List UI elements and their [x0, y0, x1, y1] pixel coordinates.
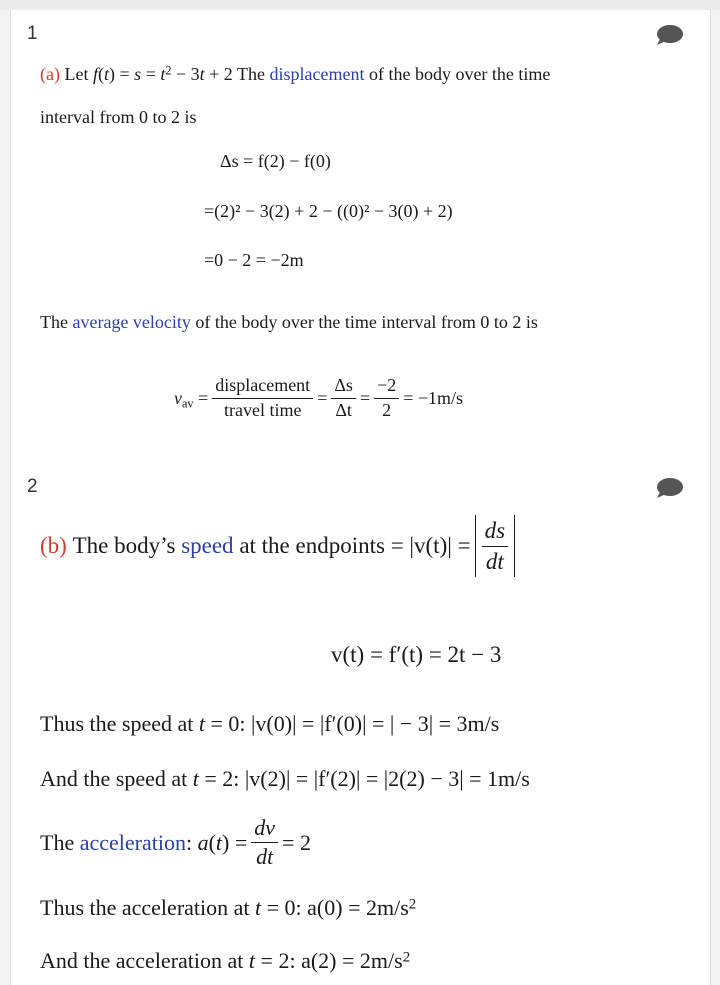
part-b-label: (b): [40, 533, 67, 558]
speed-at-2: And the speed at t = 2: |v(2)| = |f′(2)| = |2(2) − 3| = 1m/s: [40, 766, 530, 791]
part-a-label: (a): [40, 64, 60, 84]
acc2-text: And the acceleration at: [40, 948, 244, 973]
vav-symbol: $v_{av}$ =: [174, 387, 209, 411]
acc0-equation: a(0) = 2m/s: [307, 895, 409, 920]
interval-line: interval from 0 to 2 is: [40, 107, 197, 127]
speed-at-0: Thus the speed at t = 0: |v(0)| = |f′(0)| = | − 3| = 3m/s: [40, 711, 500, 736]
step-number: 2: [27, 476, 38, 497]
avg-velocity-line: [40, 312, 538, 333]
displacement-link[interactable]: displacement: [269, 64, 365, 84]
speed-pre: The body’s: [72, 533, 176, 558]
frac-numerator: displacement: [212, 376, 313, 399]
acc2-equation: a(2) = 2m/s: [301, 948, 403, 973]
expand-equation: =(2)² − 3(2) + 2 − ((0)² − 3(0) + 2): [204, 201, 453, 221]
disp-rest: of the body over the time: [368, 64, 551, 84]
step-number: 1: [27, 23, 38, 44]
average-velocity-link[interactable]: average velocity: [72, 312, 191, 332]
result-equation: =0 − 2 = −2m: [204, 250, 304, 270]
acc0-text: Thus the acceleration at: [40, 895, 250, 920]
avg-rest: of the body over the time interval from 0 to 2 is: [195, 312, 538, 332]
frac-numerator: −2: [374, 376, 399, 399]
function-def: $f(t) = s = t^2 - 3t + 2$: [92, 63, 233, 84]
acceleration-link[interactable]: acceleration: [79, 829, 186, 855]
comment-bubble-icon[interactable]: [656, 24, 684, 46]
speed0-text: Thus the speed at: [40, 711, 194, 736]
acceleration-line: The acceleration : a(t) = $\frac{dv}{dt}$ = 2: [40, 815, 311, 870]
speed0-equation: |v(0)| = |f′(0)| = | − 3| = 3m/s: [251, 711, 500, 736]
vav-frac-2: [331, 376, 356, 421]
dv-dt-frac: [251, 816, 278, 869]
abs-derivative: [475, 515, 515, 577]
vav-result: = −1m/s: [403, 387, 464, 408]
acc-at-2: And the acceleration at t = 2: $a(2) = 2m/s^2$: [40, 948, 411, 973]
vav-frac-1: [212, 376, 313, 421]
frac-denominator: travel time: [223, 399, 302, 420]
acc-result: = 2: [282, 829, 311, 855]
acc-at-0: Thus the acceleration at t = 0: $a(0) = 2m/s^2$: [40, 895, 417, 920]
velocity-equation: v(t) = f′(t) = 2t − 3: [331, 642, 502, 667]
frac-denominator: 2: [382, 399, 392, 420]
frac-denominator: dt: [485, 548, 504, 574]
frac-numerator: Δs: [331, 376, 356, 399]
speed2-text: And the speed at: [40, 766, 188, 791]
part-a-intro: [40, 64, 550, 85]
let-word: Let: [64, 64, 89, 84]
speed-post: at the endpoints = |v(t)| =: [239, 533, 471, 558]
the-word: The: [237, 64, 265, 84]
the-word: The: [40, 829, 75, 855]
frac-numerator: dv: [254, 815, 276, 840]
ds-dt-frac: [482, 518, 508, 574]
comment-bubble-icon[interactable]: [656, 477, 684, 499]
speed2-equation: |v(2)| = |f′(2)| = |2(2) − 3| = 1m/s: [244, 766, 530, 791]
solution-card: [10, 10, 711, 985]
frac-denominator: dt: [256, 844, 274, 870]
delta-equation: Δs = f(2) − f(0): [220, 151, 331, 171]
speed-link[interactable]: speed: [181, 533, 234, 558]
speed-intro: [40, 515, 515, 577]
top-strip: [0, 0, 720, 10]
frac-denominator: Δt: [335, 399, 352, 420]
frac-numerator: ds: [484, 518, 506, 544]
the-word: The: [40, 312, 68, 332]
vav-equation: $v_{av}$ = $\frac{\text{displacement}}{\text{travel time}}$ = $\frac{\Delta s}{\Delta t}$ = $\frac{-2}{2}$ = −1m/s: [174, 375, 464, 420]
vav-frac-3: [374, 376, 399, 421]
